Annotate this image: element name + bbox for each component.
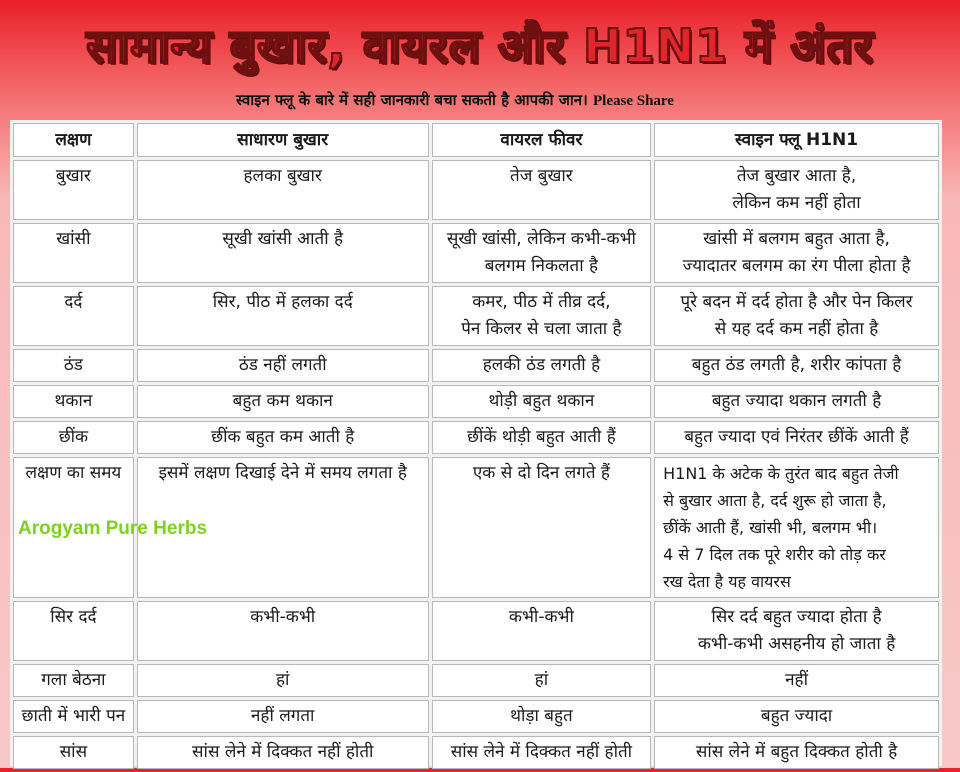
cell-common-fever: नहीं लगता bbox=[137, 700, 429, 733]
cell-viral-fever: थोड़ा बहुत bbox=[432, 700, 651, 733]
cell-viral-fever: तेज बुखार bbox=[432, 160, 651, 220]
cell-symptom: सिर दर्द bbox=[13, 601, 134, 661]
share-text: Please Share bbox=[593, 93, 674, 109]
cell-viral-fever: छींकें थोड़ी बहुत आती हैं bbox=[432, 421, 651, 454]
cell-common-fever: ठंड नहीं लगती bbox=[137, 349, 429, 382]
cell-symptom: दर्द bbox=[13, 286, 134, 346]
cell-symptom: छींक bbox=[13, 421, 134, 454]
cell-swine-flu: खांसी में बलगम बहुत आता है, ज्यादातर बलगम का रंग पीला होता है bbox=[654, 223, 939, 283]
cell-common-fever: सूखी खांसी आती है bbox=[137, 223, 429, 283]
table-row bbox=[13, 736, 939, 769]
cell-common-fever: बहुत कम थकान bbox=[137, 385, 429, 418]
cell-symptom: थकान bbox=[13, 385, 134, 418]
cell-common-fever: छींक बहुत कम आती है bbox=[137, 421, 429, 454]
table-row bbox=[13, 601, 939, 661]
cell-viral-fever: हलकी ठंड लगती है bbox=[432, 349, 651, 382]
cell-swine-flu: सांस लेने में बहुत दिक्कत होती है bbox=[654, 736, 939, 769]
cell-viral-fever: सांस लेने में दिक्कत नहीं होती bbox=[432, 736, 651, 769]
cell-viral-fever: सूखी खांसी, लेकिन कभी-कभी बलगम निकलता है bbox=[432, 223, 651, 283]
cell-common-fever: हां bbox=[137, 664, 429, 697]
cell-symptom: सांस bbox=[13, 736, 134, 769]
cell-common-fever: सिर, पीठ में हलका दर्द bbox=[137, 286, 429, 346]
cell-swine-flu: बहुत ज्यादा bbox=[654, 700, 939, 733]
cell-symptom: गला बेठना bbox=[13, 664, 134, 697]
table-row bbox=[13, 664, 939, 697]
header-symptom: लक्षण bbox=[13, 123, 134, 157]
cell-swine-flu: बहुत ज्यादा एवं निरंतर छींकें आती हैं bbox=[654, 421, 939, 454]
table-row bbox=[13, 223, 939, 283]
cell-swine-flu: बहुत ज्यादा थकान लगती है bbox=[654, 385, 939, 418]
table-row bbox=[13, 160, 939, 220]
cell-symptom: बुखार bbox=[13, 160, 134, 220]
cell-common-fever: कभी-कभी bbox=[137, 601, 429, 661]
watermark-text: Arogyam Pure Herbs bbox=[18, 518, 208, 539]
table-header-row bbox=[13, 123, 939, 157]
cell-viral-fever: कभी-कभी bbox=[432, 601, 651, 661]
cell-symptom: खांसी bbox=[13, 223, 134, 283]
comparison-table-wrap bbox=[10, 120, 942, 766]
table-body bbox=[13, 160, 939, 769]
table-row bbox=[13, 700, 939, 733]
page-subtitle bbox=[0, 90, 910, 110]
cell-common-fever: सांस लेने में दिक्कत नहीं होती bbox=[137, 736, 429, 769]
table-row bbox=[13, 286, 939, 346]
table-row bbox=[13, 385, 939, 418]
cell-viral-fever: कमर, पीठ में तीव्र दर्द, पेन किलर से चला जाता है bbox=[432, 286, 651, 346]
cell-swine-flu: H1N1 के अटेक के तुरंत बाद बहुत तेजी से बुखार आता है, दर्द शुरू हो जाता है, छींकें आती हैं, खांसी भी, बलगम भी। 4 से 7 दिल तक पूरे शरीर को तोड़ कर रख देता है यह वायरस bbox=[654, 457, 939, 598]
cell-viral-fever: हां bbox=[432, 664, 651, 697]
page-title: सामान्य बुखार, वायरल और H1N1 में अंतर bbox=[86, 19, 874, 73]
cell-symptom: छाती में भारी पन bbox=[13, 700, 134, 733]
cell-viral-fever: थोड़ी बहुत थकान bbox=[432, 385, 651, 418]
cell-symptom: ठंड bbox=[13, 349, 134, 382]
cell-common-fever: हलका बुखार bbox=[137, 160, 429, 220]
cell-symptom: लक्षण का समय bbox=[13, 457, 134, 598]
table-row bbox=[13, 349, 939, 382]
comparison-table bbox=[10, 120, 942, 772]
cell-swine-flu: पूरे बदन में दर्द होता है और पेन किलर से यह दर्द कम नहीं होता है bbox=[654, 286, 939, 346]
cell-common-fever: इसमें लक्षण दिखाई देने में समय लगता है bbox=[137, 457, 429, 598]
cell-swine-flu: तेज बुखार आता है, लेकिन कम नहीं होता bbox=[654, 160, 939, 220]
cell-viral-fever: एक से दो दिन लगते हैं bbox=[432, 457, 651, 598]
cell-swine-flu: नहीं bbox=[654, 664, 939, 697]
header-viral-fever: वायरल फीवर bbox=[432, 123, 651, 157]
cell-swine-flu: बहुत ठंड लगती है, शरीर कांपता है bbox=[654, 349, 939, 382]
cell-swine-flu: सिर दर्द बहुत ज्यादा होता है कभी-कभी असहनीय हो जाता है bbox=[654, 601, 939, 661]
header-swine-flu: स्वाइन फ्लू H1N1 bbox=[654, 123, 939, 157]
subtitle-text: स्वाइन फ्लू के बारे में सही जानकारी बचा सकती है आपकी जान। bbox=[236, 91, 588, 109]
header-common-fever: साधारण बुखार bbox=[137, 123, 429, 157]
table-row bbox=[13, 421, 939, 454]
